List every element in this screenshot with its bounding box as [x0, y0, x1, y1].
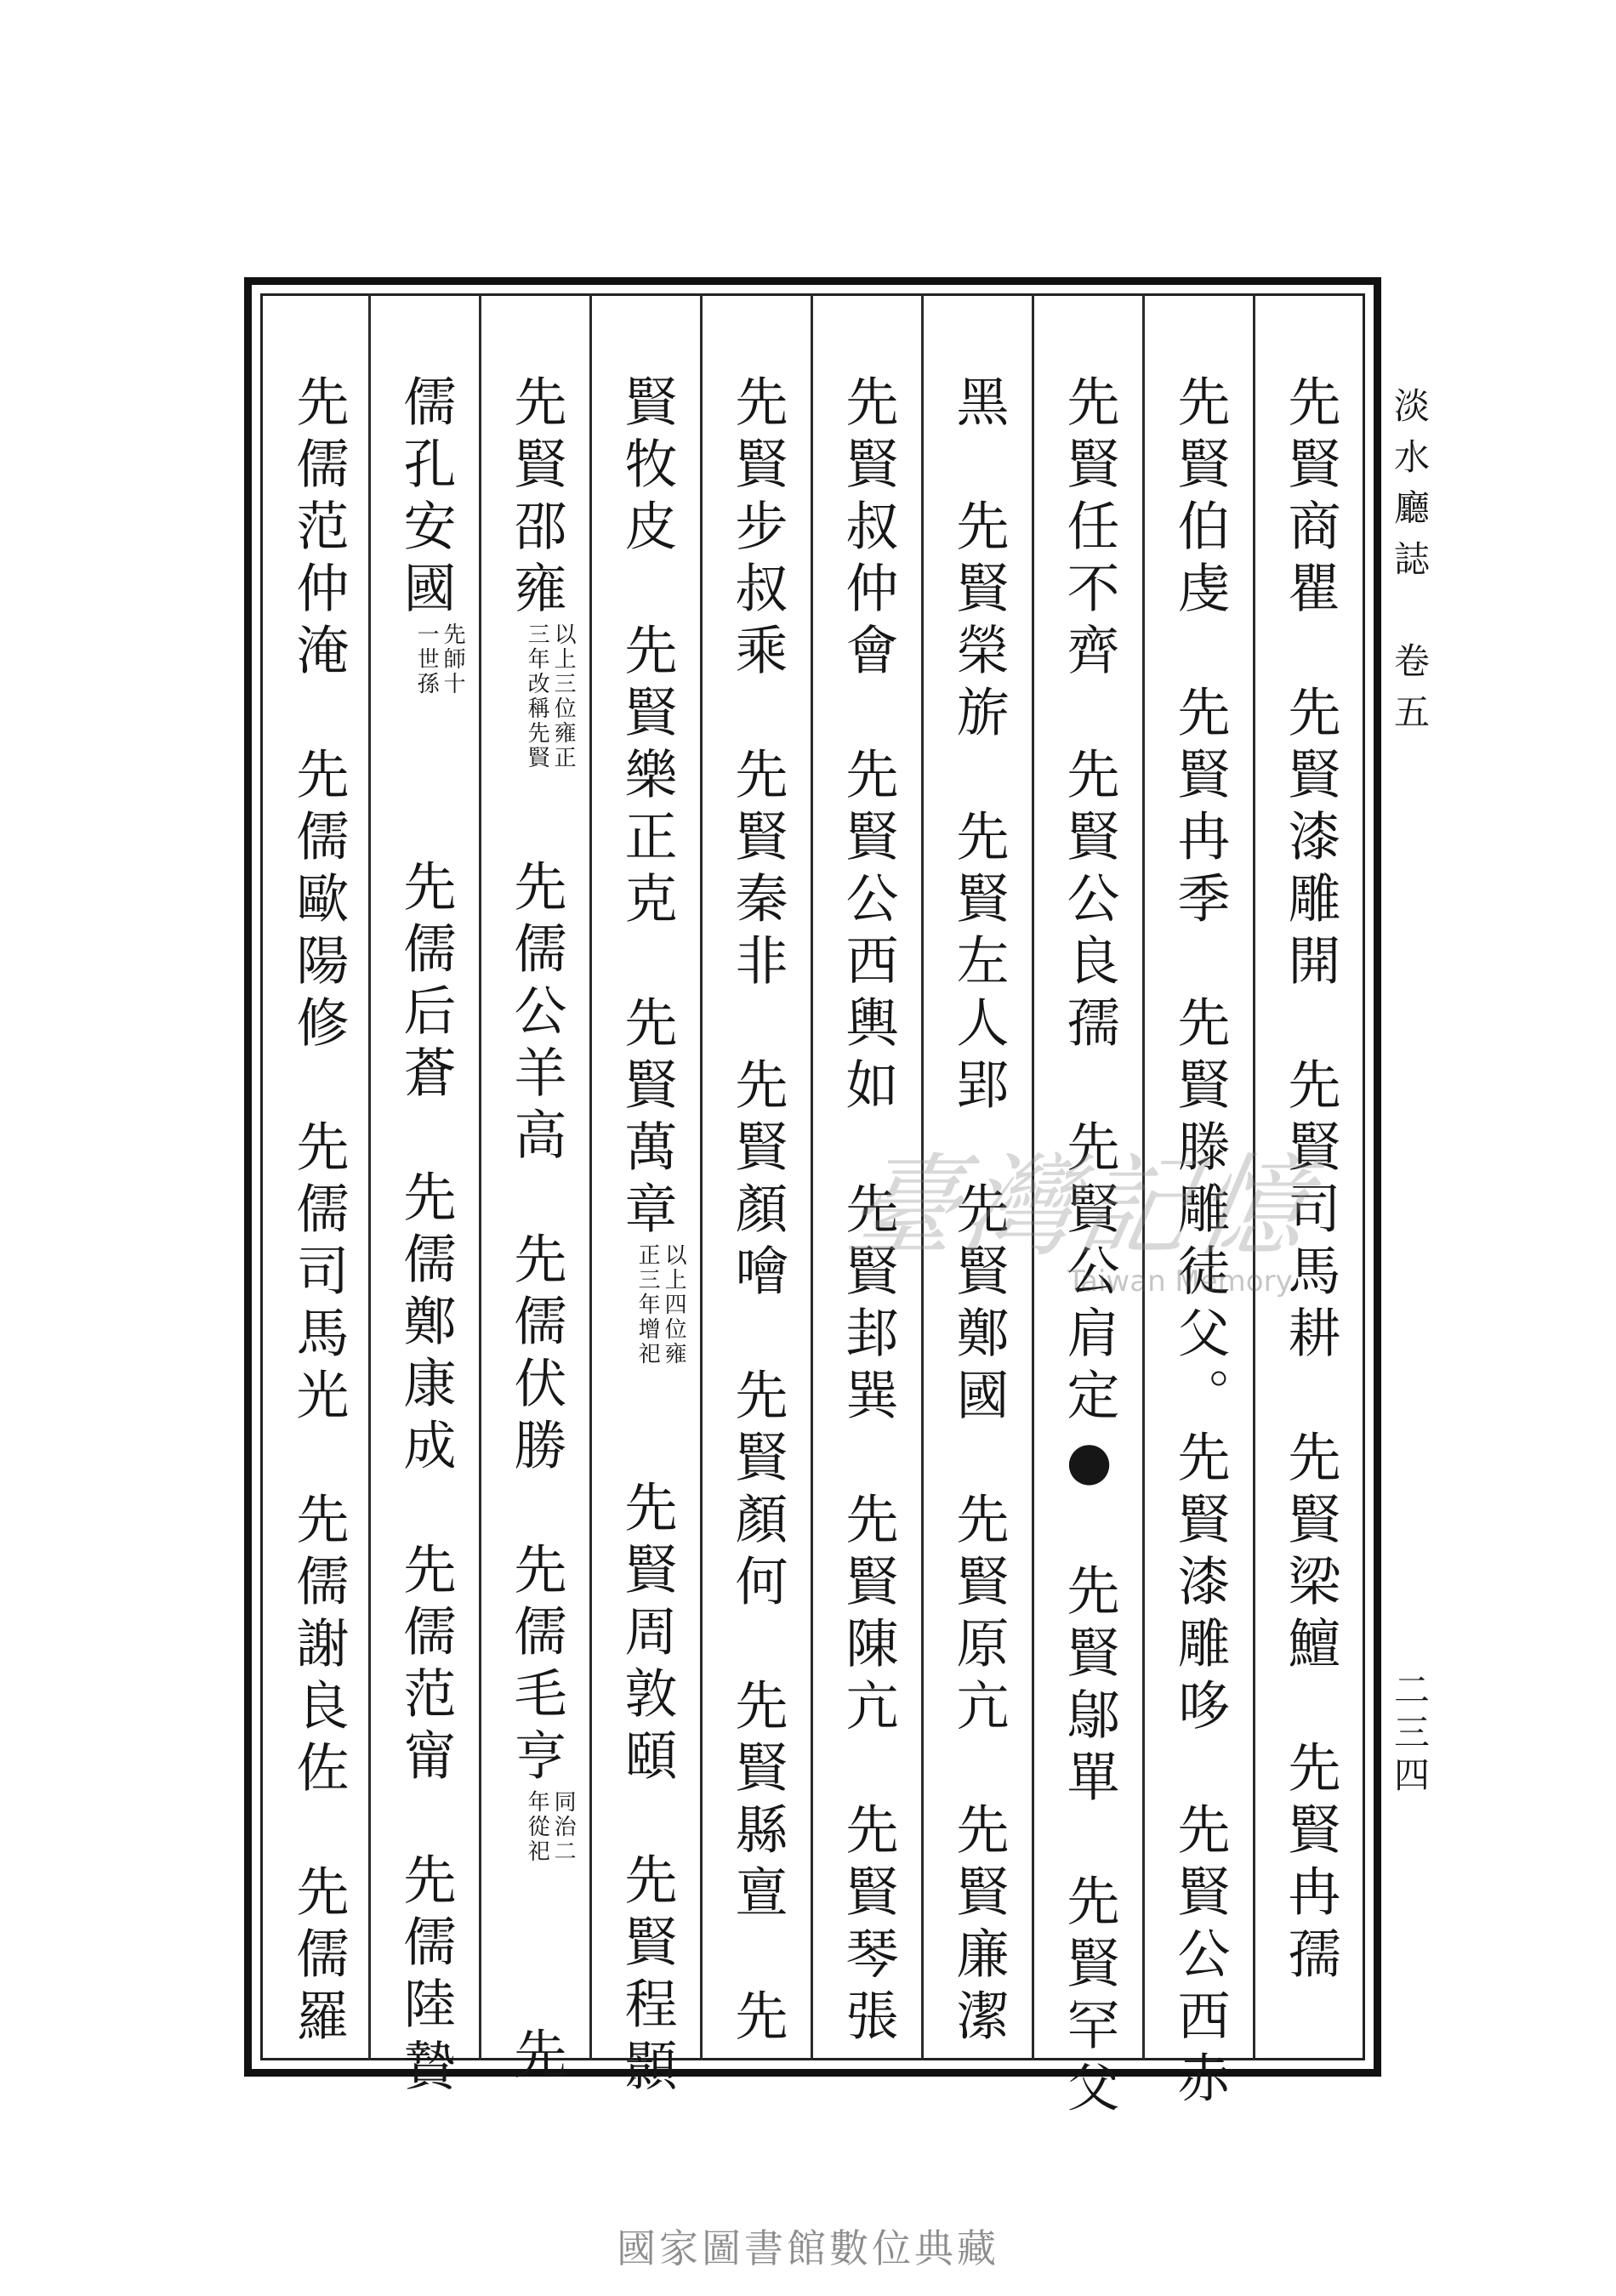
column-text: 黑 先賢榮旂 先賢左人郢 先賢鄭國 先賢原亢 先賢廉潔 — [947, 374, 1010, 2050]
annotation-note: 以上四位雍 正三年增祀 — [634, 1243, 687, 1367]
text-column-3 — [1033, 374, 1144, 2122]
column-text: 先 — [505, 1964, 567, 2089]
page-number: 二三四 — [1389, 1671, 1431, 1799]
column-text: 儒孔安國 — [395, 374, 457, 622]
watermark-latin: Taiwan Memory — [1067, 1265, 1293, 1299]
column-text: 賢牧皮 先賢樂正克 先賢萬章 — [616, 374, 678, 1243]
column-text: 先儒范仲淹 先儒歐陽修 先儒司馬光 先儒謝良佐 先儒羅 — [287, 374, 350, 2050]
column-text: 先賢邵雍 — [505, 374, 567, 622]
text-column-2 — [1144, 374, 1255, 2112]
text-column-8 — [481, 374, 591, 2089]
text-column-5 — [812, 374, 923, 2050]
text-column-10 — [263, 374, 373, 2050]
text-column-4 — [923, 374, 1033, 2050]
text-column-7 — [591, 374, 702, 2100]
text-column-9 — [370, 374, 481, 2100]
column-text: 先賢周敦頤 先賢程顥 — [616, 1418, 678, 2100]
column-text: 先儒公羊高 先儒伏勝 先儒毛亨 — [505, 797, 567, 1790]
column-text: 先賢叔仲會 先賢公西輿如 先賢邽巽 先賢陳亢 先賢琴張 — [837, 374, 899, 2050]
text-column-1 — [1255, 374, 1365, 1988]
column-text: 先賢伯虔 先賢冉季 先賢滕雕徒父。先賢漆雕哆 先賢公西赤 — [1169, 374, 1231, 2112]
column-text: 先賢步叔乘 先賢秦非 先賢顏噲 先賢顏何 先賢縣亶 先 — [726, 374, 788, 2050]
column-text: 先儒后蒼 先儒鄭康成 先儒范甯 先儒陸贄 — [395, 797, 457, 2100]
margin-title: 淡水廳誌 卷五 — [1389, 387, 1431, 744]
column-text: 先賢商瞿 先賢漆雕開 先賢司馬耕 先賢梁鱣 先賢冉孺 — [1279, 374, 1341, 1988]
footer-credit: 國家圖書館數位典藏 — [617, 2225, 999, 2271]
annotation-note: 先師十 一世孫 — [413, 622, 466, 696]
column-text: 先賢任不齊 先賢公良孺 先賢公肩定● 先賢鄔單 先賢罕父 — [1058, 374, 1120, 2122]
annotation-note: 以上三位雍正 三年改稱先賢 — [524, 622, 577, 770]
text-column-6 — [702, 374, 812, 2050]
annotation-note: 同治二 年從祀 — [524, 1790, 577, 1864]
watermark-chars: 臺灣記憶 — [837, 1142, 1323, 1271]
